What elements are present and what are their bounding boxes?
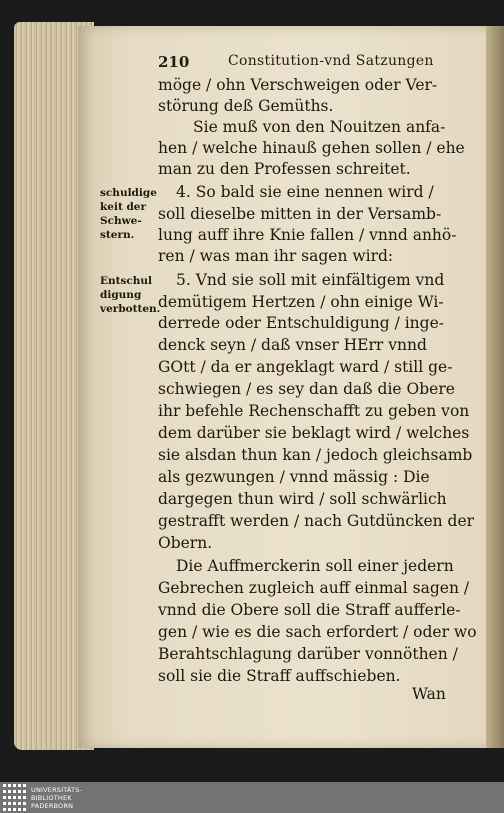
margin-note-line: verbotten.	[100, 303, 161, 315]
body-line: Die Auffmerckerin soll einer jedern	[176, 557, 454, 575]
body-line: 4. So bald sie eine nennen wird /	[176, 183, 434, 201]
page-header	[158, 53, 458, 75]
library-name-line: BIBLIOTHEK	[31, 794, 72, 802]
margin-note-line: keit der	[100, 201, 147, 213]
catchword: Wan	[412, 685, 446, 703]
library-logo-icon	[3, 784, 27, 811]
body-line: man zu den Professen schreitet.	[158, 160, 411, 178]
facing-page-edge	[486, 26, 504, 748]
margin-note-line: stern.	[100, 229, 135, 241]
body-line: gen / wie es die sach erfordert / oder wo	[158, 623, 477, 641]
body-line: denck seyn / daß vnser HErr vnnd	[158, 336, 427, 354]
margin-note-line: Entschul	[100, 275, 153, 287]
margin-note-line: Schwe-	[100, 215, 142, 227]
body-line: sie alsdan thun kan / jedoch gleichsamb	[158, 446, 473, 464]
running-title: Constitution-vnd Satzungen	[228, 53, 434, 69]
body-line: ren / was man ihr sagen wird:	[158, 247, 394, 265]
body-line: soll dieselbe mitten in der Versamb-	[158, 205, 442, 223]
body-line: möge / ohn Verschweigen oder Ver-	[158, 76, 438, 94]
body-line: GOtt / da er angeklagt ward / still ge-	[158, 358, 453, 376]
margin-note-line: digung	[100, 289, 142, 301]
body-line: lung auff ihre Knie fallen / vnnd anhö-	[158, 226, 457, 244]
body-line: Obern.	[158, 534, 213, 552]
margin-note-line: schuldige	[100, 187, 157, 199]
body-line: demütigem Hertzen / ohn einige Wi-	[158, 293, 444, 311]
body-line: ihr befehle Rechenschafft zu geben von	[158, 402, 470, 420]
body-line: störung deß Gemüths.	[158, 97, 334, 115]
library-footer-bar	[0, 782, 504, 813]
library-name-line: UNIVERSITÄTS-	[31, 786, 83, 794]
body-line: 5. Vnd sie soll mit einfältigem vnd	[176, 271, 445, 289]
body-line: als gezwungen / vnnd mässig : Die	[158, 468, 430, 486]
body-line: dem darüber sie beklagt wird / welches	[158, 424, 470, 442]
body-line: gestrafft werden / nach Gutdüncken der	[158, 512, 475, 530]
body-line: soll sie die Straff auffschieben.	[158, 667, 401, 685]
library-name-line: PADERBORN	[31, 802, 74, 810]
body-line: Sie muß von den Nouitzen anfa-	[193, 118, 446, 136]
body-line: vnnd die Obere soll die Straff aufferle-	[158, 601, 461, 619]
page-number: 210	[158, 53, 190, 71]
body-line: Gebrechen zugleich auff einmal sagen /	[158, 579, 470, 597]
body-line: schwiegen / es sey dan daß die Obere	[158, 380, 455, 398]
body-line: derrede oder Entschuldigung / inge-	[158, 314, 444, 332]
body-line: hen / welche hinauß gehen sollen / ehe	[158, 139, 465, 157]
body-line: dargegen thun wird / soll schwärlich	[158, 490, 447, 508]
body-line: Berahtschlagung darüber vonnöthen /	[158, 645, 458, 663]
